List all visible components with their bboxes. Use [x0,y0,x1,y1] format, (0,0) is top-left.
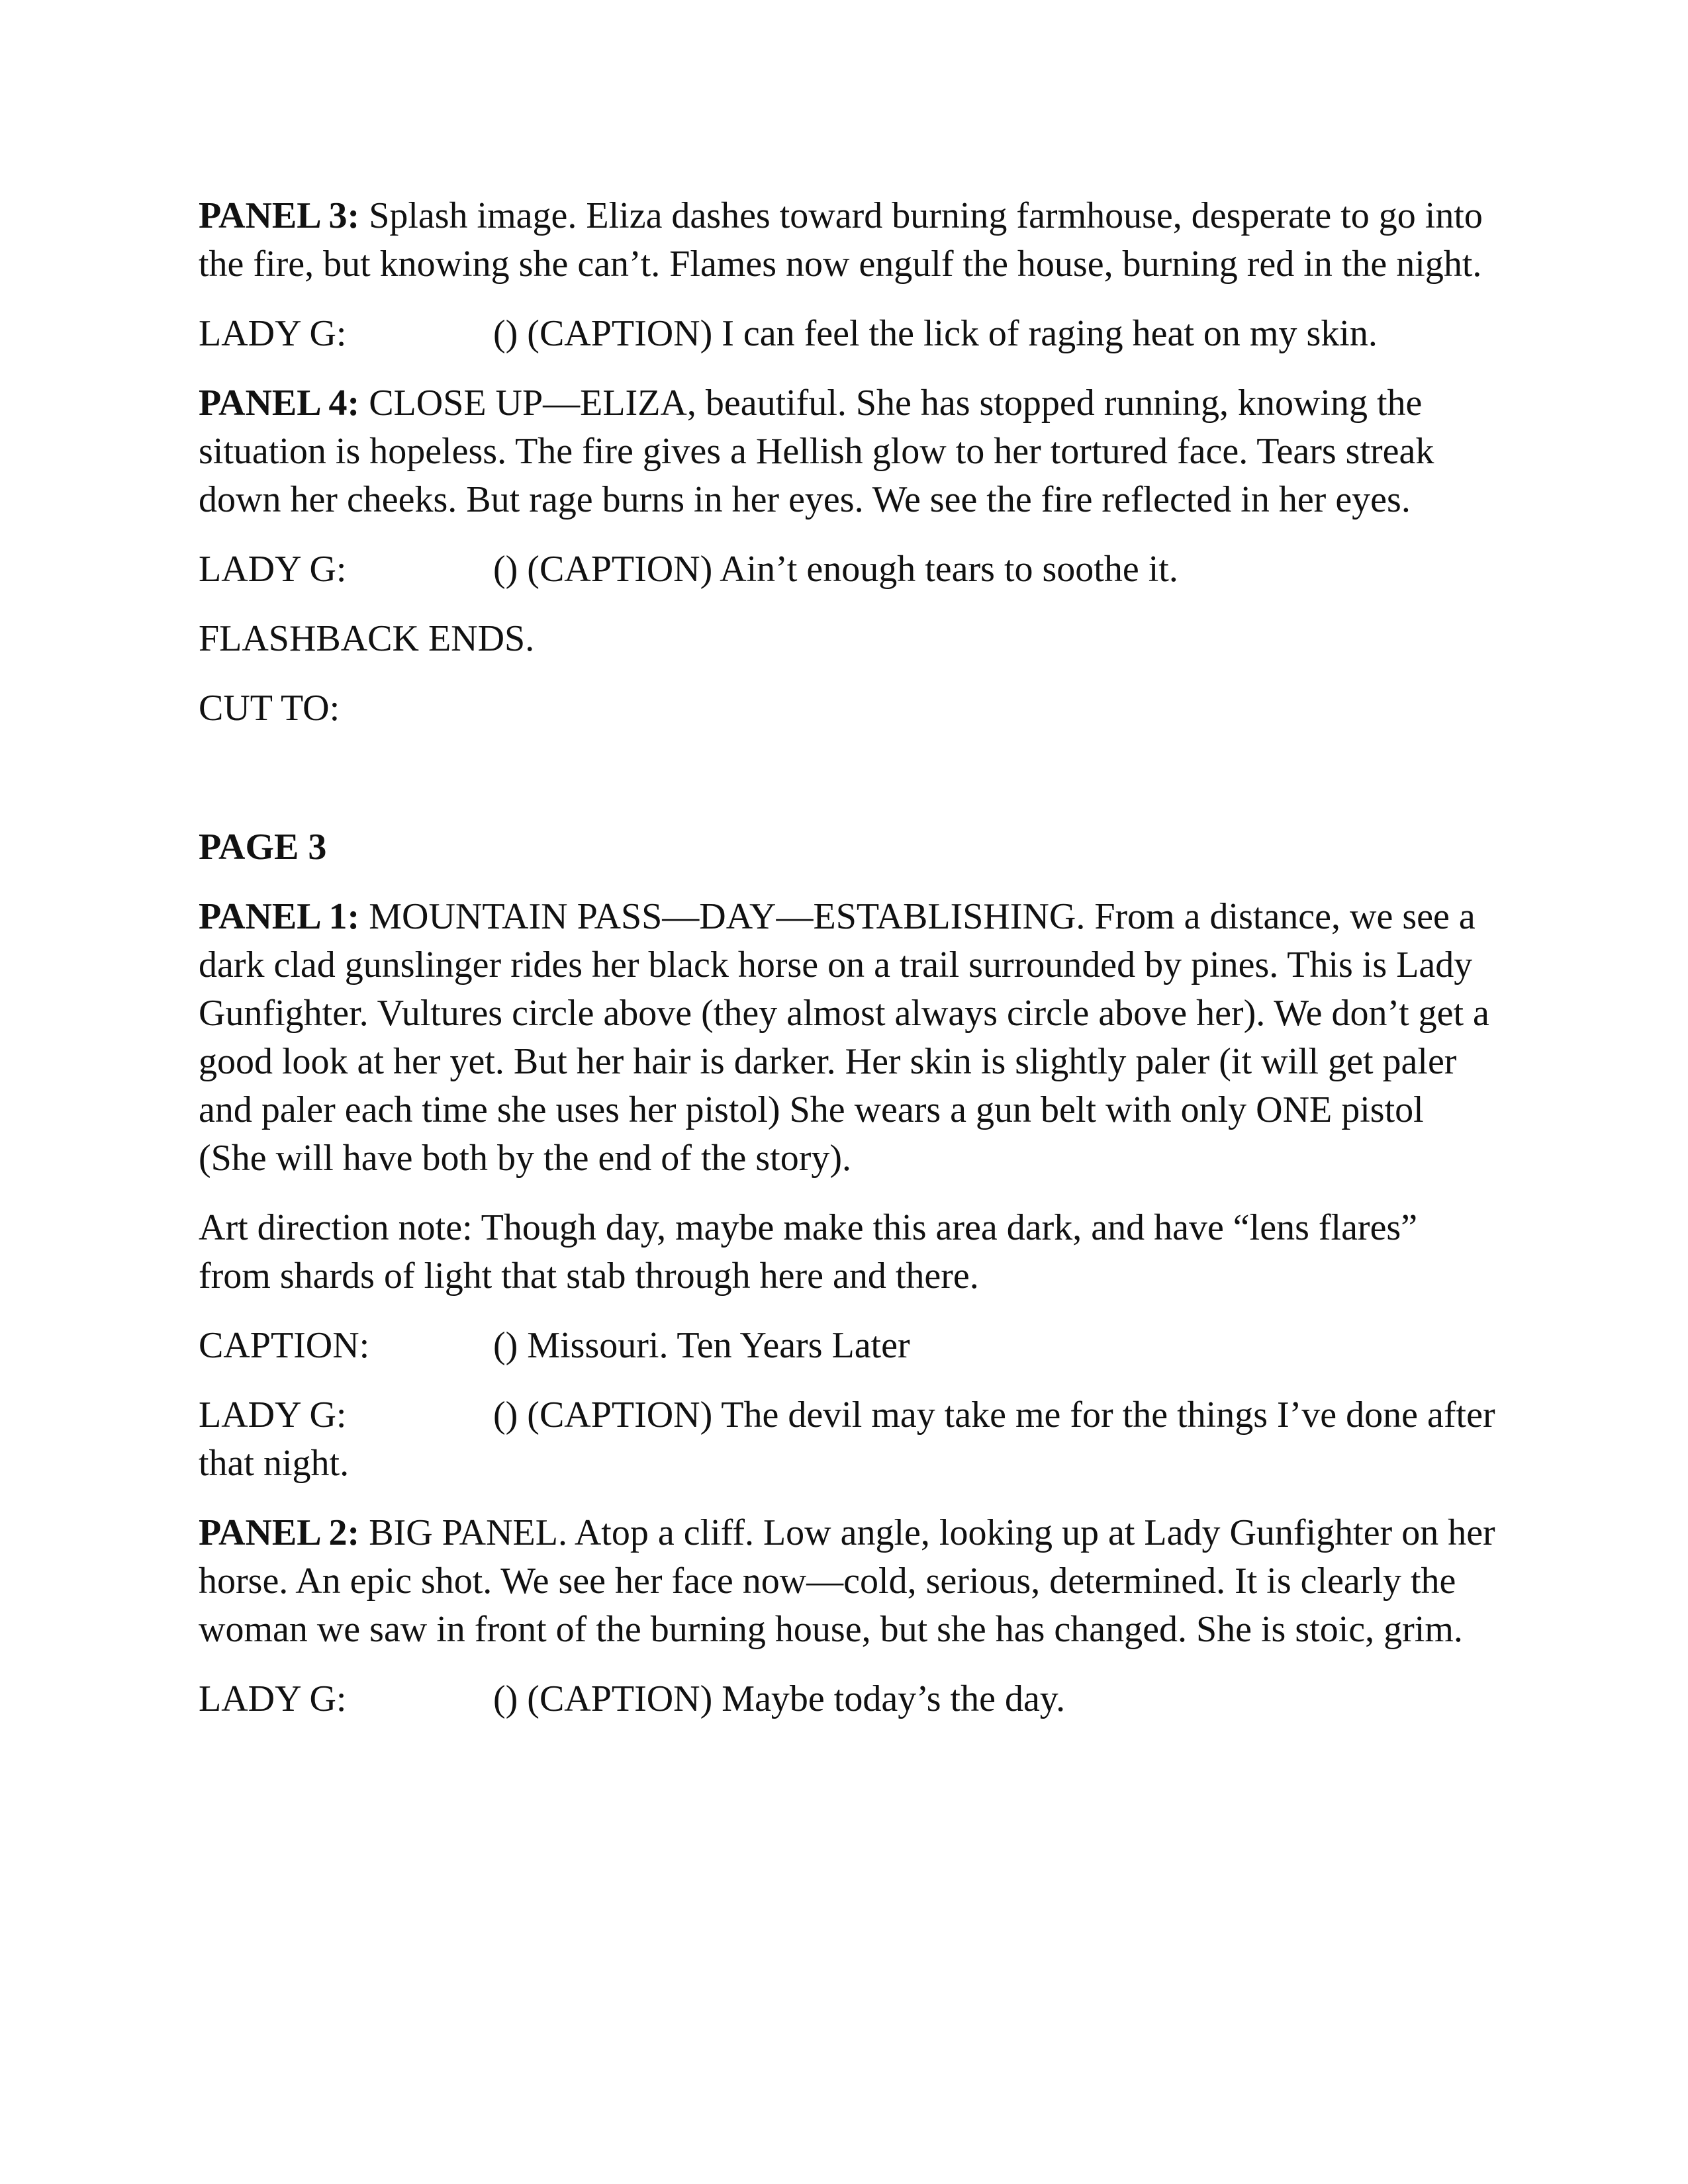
speaker-name: LADY G: [199,1678,347,1719]
panel-label: PANEL 3: [199,195,360,236]
speaker-name: LADY G: [199,549,347,590]
panel-label: PANEL 1: [199,896,360,937]
dialogue-line [199,1675,1496,1723]
dialogue-line [199,545,1496,594]
dialogue-text: () (CAPTION) Maybe today’s the day. [493,1678,1066,1719]
caption-line [199,1322,1496,1370]
transition-cut-to: CUT TO: [199,688,340,729]
panel-2-description [199,1509,1496,1654]
panel-text: MOUNTAIN PASS—DAY—ESTABLISHING. From a distance, we see a dark clad gunslinger rides her black horse on a trail surrounded by pines. This is Lady Gunfighter. Vultures circle above (they almost always circle above her). We don’t get a good look at her yet. But her hair is darker. Her skin is slightly paler (it will get paler and paler each time she uses her pistol) She wears a gun belt with only ONE pistol (She will have both by the end of the story). [199,896,1489,1179]
panel-3-description [199,192,1496,289]
dialogue-text: () (CAPTION) The devil may take me for the things I’ve done after that night. [199,1394,1495,1484]
panel-label: PANEL 4: [199,383,360,424]
panel-label: PANEL 2: [199,1512,360,1553]
dialogue-line [199,1391,1496,1488]
panel-4-description [199,379,1496,524]
speaker-name: LADY G: [199,1394,347,1435]
dialogue-text: () Missouri. Ten Years Later [493,1325,910,1366]
speaker-name: CAPTION: [199,1325,370,1366]
dialogue-text: () (CAPTION) Ain’t enough tears to soothe it. [493,549,1178,590]
page-heading: PAGE 3 [199,827,327,868]
panel-text: CLOSE UP—ELIZA, beautiful. She has stopped running, knowing the situation is hopeless. The fire gives a Hellish glow to her tortured face. Tears streak down her cheeks. But rage burns in her eyes. We see the fire reflected in her eyes. [199,383,1434,520]
dialogue-line [199,310,1496,358]
art-direction-note: Art direction note: Though day, maybe make this area dark, and have “lens flares” from shards of light that stab through here and there. [199,1207,1418,1297]
script-page [199,192,1496,1745]
panel-1-description [199,893,1496,1183]
panel-text: Splash image. Eliza dashes toward burning farmhouse, desperate to go into the fire, but knowing she can’t. Flames now engulf the house, burning red in the night. [199,195,1483,285]
dialogue-text: () (CAPTION) I can feel the lick of raging heat on my skin. [493,313,1378,354]
panel-text: BIG PANEL. Atop a cliff. Low angle, looking up at Lady Gunfighter on her horse. An epic shot. We see her face now—cold, serious, determined. It is clearly the woman we saw in front of the burning house, but she has changed. She is stoic, grim. [199,1512,1495,1650]
transition-flashback-ends: FLASHBACK ENDS. [199,618,535,659]
speaker-name: LADY G: [199,313,347,354]
